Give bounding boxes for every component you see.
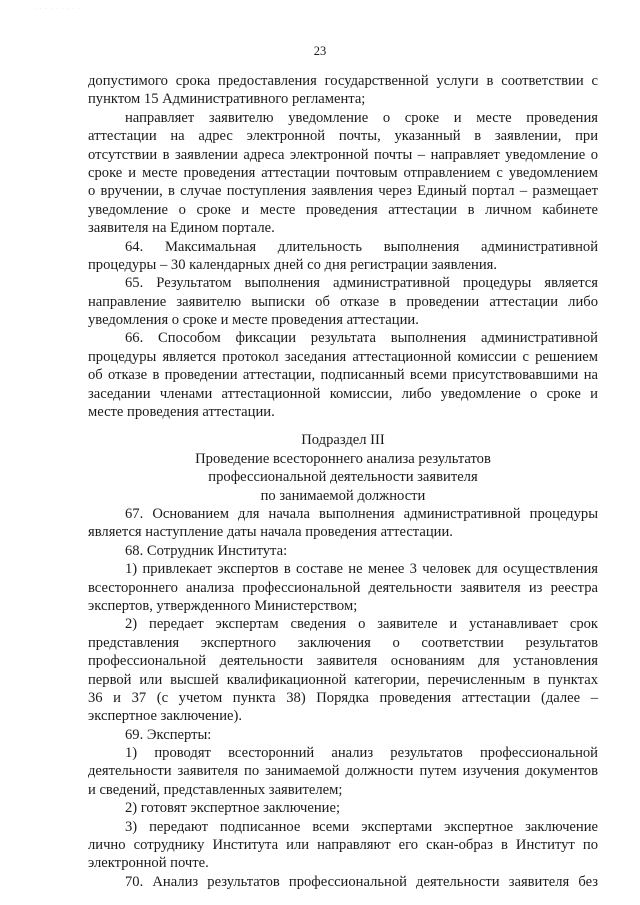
text-line: 69. Эксперты: (125, 726, 212, 743)
text-line: 70. Анализ результатов профессиональной деятельности заявителя без (125, 873, 598, 890)
text-line: представления экспертного заключения о соответствии результатов (88, 634, 598, 651)
text-line: процедуры является протокол заседания аттестационной комиссии с решением (88, 348, 598, 365)
text-line: лично сотруднику Института или направляют его скан-образ в Институт по (88, 837, 598, 854)
section-heading-line: Подраздел III (301, 432, 385, 449)
text-line: первой или высшей квалификационной категории, перечисленным в пунктах (88, 671, 598, 688)
text-line: направление заявителю выписки об отказе в проведении аттестации либо (88, 293, 598, 310)
text-line: аттестации на адрес электронной почты, указанный в заявлении, при (88, 128, 598, 145)
document-body (88, 72, 598, 891)
text-line: деятельности заявителя по занимаемой должности путем изучения документов (88, 763, 598, 780)
text-line: об отказе в проведении аттестации, подписанный всеми присутствовавшими на (88, 367, 598, 384)
text-line: направляет заявителю уведомление о сроке и месте проведения (125, 109, 598, 126)
text-line: 1) проводят всесторонний анализ результатов профессиональной (125, 745, 598, 762)
text-line: 68. Сотрудник Института: (125, 542, 288, 559)
text-line: и сведений, представленных заявителем; (88, 781, 343, 798)
text-line: 1) привлекает экспертов в составе не менее 3 человек для осуществления (125, 561, 598, 578)
text-line: допустимого срока предоставления государственной услуги в соответствии с (88, 73, 598, 89)
text-line: пунктом 15 Административного регламента; (88, 91, 366, 108)
text-line: о вручении, в случае поступления заявления через Единый портал – размещает (88, 183, 598, 200)
text-line: 2) готовят экспертное заключение; (125, 800, 341, 817)
text-line: 2) передает экспертам сведения о заявителе и устанавливает срок (125, 616, 598, 633)
text-line: заявителя на Едином портале. (88, 220, 275, 237)
text-line: сроке и месте проведения аттестации почтовым отправлением с уведомлением (88, 164, 598, 181)
text-line: процедуры – 30 календарных дней со дня регистрации заявления. (88, 256, 498, 273)
text-line: 36 и 37 (с учетом пункта 38) Порядка проведения аттестации (далее – (88, 689, 598, 706)
text-line: 66. Способом фиксации результата выполнения административной (125, 330, 598, 347)
text-line: заседании членами аттестационной комиссии, либо уведомление о сроке и (88, 385, 598, 402)
text-line: уведомления о сроке и месте проведения аттестации. (88, 312, 419, 329)
text-line: уведомление о сроке и месте проведения аттестации в личном кабинете (88, 201, 598, 218)
text-line: 3) передают подписанное всеми экспертами экспертное заключение (125, 818, 598, 835)
scan-artifact: · · · · · · · · · (34, 6, 81, 12)
text-line: электронной почте. (88, 855, 209, 872)
section-heading-line: Проведение всестороннего анализа результатов (195, 450, 491, 467)
text-line: является наступление даты начала проведения аттестации. (88, 524, 453, 541)
text-line: месте проведения аттестации. (88, 404, 275, 421)
section-gap (88, 421, 598, 431)
text-line: 64. Максимальная длительность выполнения административной (125, 238, 598, 255)
text-line: экспертов, утвержденного Министерством; (88, 597, 358, 614)
text-line: 65. Результатом выполнения административной процедуры является (125, 275, 598, 292)
page-number: 23 (313, 44, 327, 58)
text-line: отсутствии в заявлении адреса электронной почты – направляет уведомление о (88, 146, 598, 163)
section-heading-line: по занимаемой должности (260, 487, 426, 504)
section-heading-line: профессиональной деятельности заявителя (208, 469, 478, 486)
text-line: всестороннего анализа профессиональной деятельности заявителя из реестра (88, 579, 598, 596)
text-line: 67. Основанием для начала выполнения административной процедуры (125, 505, 598, 522)
text-line: экспертное заключение). (88, 708, 243, 725)
text-line: профессиональной деятельности заявителя основаниям для установления (88, 653, 598, 670)
